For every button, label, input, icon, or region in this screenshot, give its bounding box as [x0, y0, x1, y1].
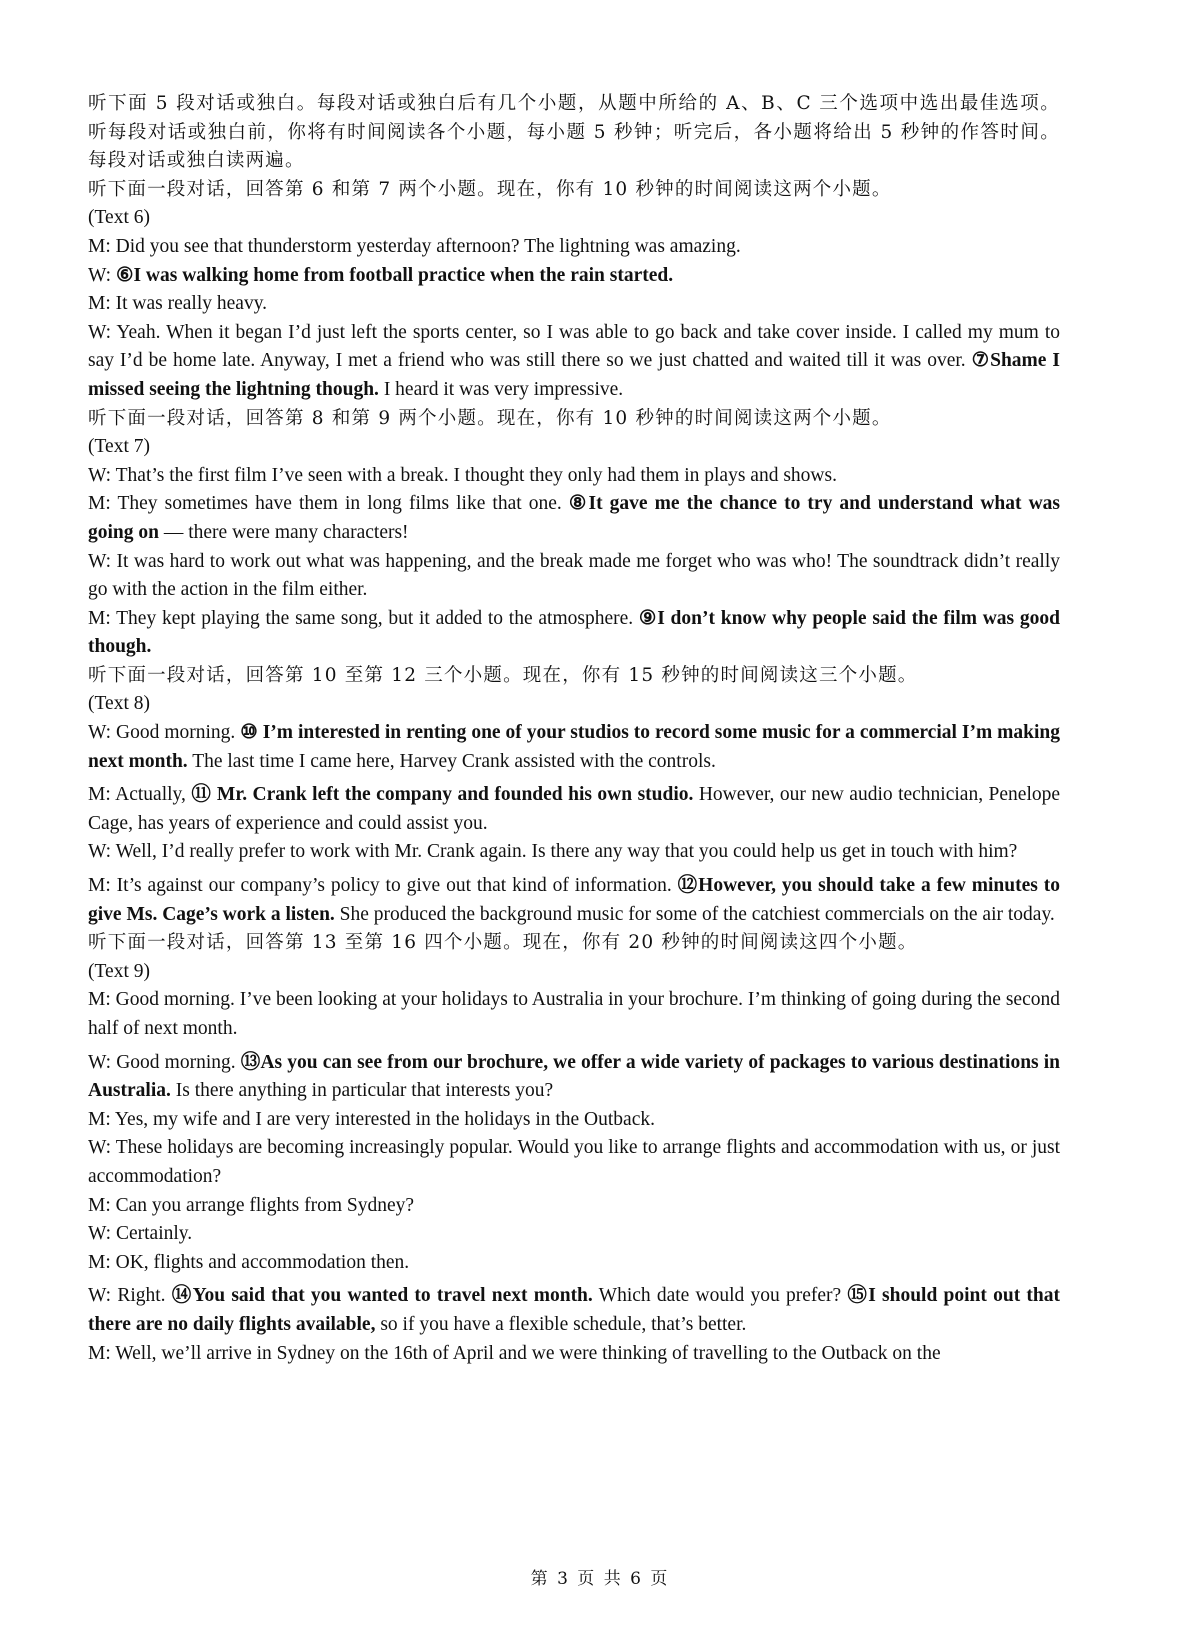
- text7-line-1: W: That’s the first film I’ve seen with a break. I thought they only had them in plays and shows.: [88, 464, 837, 486]
- text6-line-2: [88, 262, 1060, 291]
- text6-line-4-post: I heard it was very impressive.: [378, 378, 624, 400]
- text6-line-2-speaker: W:: [88, 264, 116, 286]
- text9-line-7: M: OK, flights and accommodation then.: [88, 1251, 410, 1273]
- text9-line-2-answer: ⑬As you can see from our brochure, we offer a wide variety of packages to various destinations in Australia.: [88, 1051, 1060, 1102]
- text6-line-4: [88, 319, 1060, 405]
- text7-line-3: W: It was hard to work out what was happening, and the break made me forget who was who! The soundtrack didn’t really go with the action in the film either.: [88, 550, 1060, 601]
- text8-line-2-post: However, our new audio technician, Penelope Cage, has years of experience and could assist you.: [88, 784, 1061, 834]
- text7-label: (Text 7): [88, 436, 150, 458]
- text6-line-3: M: It was really heavy.: [88, 293, 268, 315]
- text9-line-2-post: Is there anything in particular that interests you?: [170, 1080, 554, 1102]
- text9-line-8: [88, 1282, 1060, 1339]
- text9-line-8-mid: Which date would you prefer?: [592, 1285, 848, 1307]
- text9-line-8-answer-2: ⑮I should point out that there are no daily flights available,: [88, 1285, 1060, 1335]
- text6-line-1: M: Did you see that thunderstorm yesterday afternoon? The lightning was amazing.: [88, 235, 741, 257]
- text8-line-1-post: The last time I came here, Harvey Crank assisted with the controls.: [187, 750, 716, 772]
- text7-line-2-pre: M: They sometimes have them in long films like that one.: [88, 493, 569, 515]
- text9-line-2-pre: W: Good morning.: [88, 1051, 241, 1073]
- text9-line-2: [88, 1049, 1060, 1106]
- text9-label: (Text 9): [88, 960, 150, 982]
- text9-line-4: W: These holidays are becoming increasingly popular. Would you like to arrange flights and accommodation with us, or just accommodation?: [88, 1137, 1060, 1187]
- text7-line-2-answer: ⑧It gave me the chance to try and understand what was going on: [88, 493, 1060, 543]
- text8-prompt: 听下面一段对话，回答第 10 至第 12 三个小题。现在，你有 15 秒钟的时间阅读这三个小题。: [88, 664, 918, 686]
- text8-line-4-pre: M: It’s against our company’s policy to give out that kind of information.: [88, 875, 678, 897]
- document-page: [88, 90, 1060, 1368]
- text8-line-2: [88, 781, 1060, 838]
- page-number-footer: 第 3 页 共 6 页: [530, 1569, 670, 1589]
- text9-line-6: W: Certainly.: [88, 1223, 193, 1245]
- text9-line-8-pre: W: Right.: [88, 1285, 172, 1307]
- text9-line-3: M: Yes, my wife and I are very interested in the holidays in the Outback.: [88, 1108, 655, 1130]
- text9-line-1: M: Good morning. I’ve been looking at your holidays to Australia in your brochure. I’m thinking of going during the second half of next month.: [88, 989, 1060, 1039]
- text7-line-2-post: — there were many characters!: [158, 521, 409, 543]
- text6-prompt: 听下面一段对话，回答第 6 和第 7 两个小题。现在，你有 10 秒钟的时间阅读这两个小题。: [88, 178, 892, 200]
- text8-line-1: [88, 719, 1060, 776]
- text9-line-8-post: so if you have a flexible schedule, that’s better.: [375, 1313, 747, 1335]
- text6-label: (Text 6): [88, 207, 150, 229]
- text7-prompt: 听下面一段对话，回答第 8 和第 9 两个小题。现在，你有 10 秒钟的时间阅读这两个小题。: [88, 407, 892, 429]
- text9-line-8-answer-1: ⑭You said that you wanted to travel next month.: [171, 1285, 593, 1307]
- text6-line-4-pre: W: Yeah. When it began I’d just left the sports center, so I was able to go back and take cover inside. I called my mum to say I’d be home late. Anyway, I met a friend who was still there so we just chatted and waited till it was over.: [88, 321, 1060, 372]
- text9-line-9: M: Well, we’ll arrive in Sydney on the 16th of April and we were thinking of travelling to the Outback on the: [88, 1342, 941, 1364]
- text6-line-4-answer: ⑦Shame I missed seeing the lightning though.: [88, 350, 1060, 400]
- text7-line-4: [88, 605, 1060, 662]
- text8-line-1-answer: ⑩ I’m interested in renting one of your studios to record some music for a commercial I’m making next month.: [88, 722, 1060, 772]
- text8-line-2-answer: ⑪ Mr. Crank left the company and founded his own studio.: [191, 784, 694, 806]
- section-instructions: 听下面 5 段对话或独白。每段对话或独白后有几个小题，从题中所给的 A、B、C 三个选项中选出最佳选项。听每段对话或独白前，你将有时间阅读各个小题，每小题 5 秒钟；听完后，各小题将给出 5 秒钟的作答时间。每段对话或独白读两遍。: [88, 93, 1060, 172]
- text8-label: (Text 8): [88, 693, 150, 715]
- text8-line-3: W: Well, I’d really prefer to work with Mr. Crank again. Is there any way that you could help us get in touch with him?: [88, 841, 1018, 863]
- text7-line-4-answer: ⑨I don’t know why people said the film was good though.: [88, 607, 1060, 658]
- text8-line-1-pre: W: Good morning.: [88, 722, 241, 744]
- text8-line-4: [88, 872, 1060, 929]
- text8-line-4-post: She produced the background music for some of the catchiest commercials on the air today.: [334, 903, 1055, 925]
- text8-line-4-answer: ⑫However, you should take a few minutes to give Ms. Cage’s work a listen.: [88, 875, 1060, 925]
- text8-line-2-pre: M: Actually,: [88, 784, 192, 806]
- text9-prompt: 听下面一段对话，回答第 13 至第 16 四个小题。现在，你有 20 秒钟的时间阅读这四个小题。: [88, 932, 918, 954]
- text7-line-4-pre: M: They kept playing the same song, but it added to the atmosphere.: [88, 607, 639, 629]
- text9-line-5: M: Can you arrange flights from Sydney?: [88, 1194, 415, 1216]
- text6-line-2-answer: ⑥I was walking home from football practice when the rain started.: [115, 264, 674, 286]
- text7-line-2: [88, 490, 1060, 547]
